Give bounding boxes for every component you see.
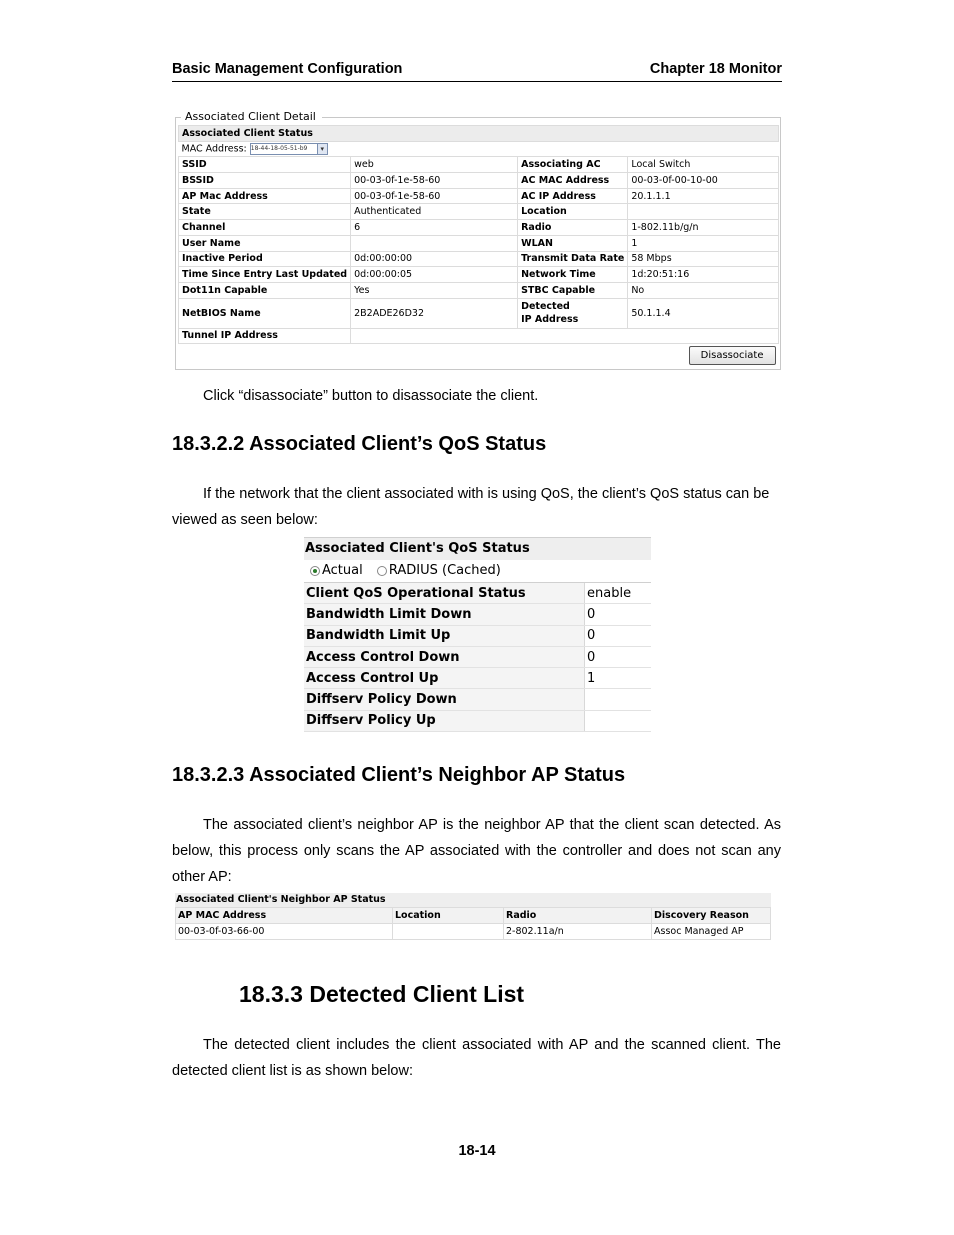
radius-cached-radio-label: RADIUS (Cached) <box>388 563 501 578</box>
heading-detected-client-list: 18.3.3 Detected Client List <box>239 981 525 1007</box>
table-cell: 00-03-0f-03-66-00 <box>176 924 393 940</box>
heading-neighbor-ap: 18.3.2.3 Associated Client’s Neighbor AP Status <box>172 764 626 786</box>
detail-value: Authenticated <box>351 204 518 220</box>
actual-radio-label: Actual <box>322 563 363 578</box>
detail-key: Associating AC <box>518 157 628 173</box>
qos-value: enable <box>585 583 652 604</box>
table-cell <box>393 924 504 940</box>
qos-value <box>585 710 652 731</box>
table-row <box>176 924 771 940</box>
qos-key: Diffserv Policy Up <box>304 710 585 731</box>
detail-row <box>179 328 779 344</box>
radius-cached-radio[interactable] <box>377 566 387 576</box>
detail-value: 0d:00:00:00 <box>351 251 518 267</box>
qos-key: Diffserv Policy Down <box>304 689 585 710</box>
detail-value <box>351 235 518 251</box>
neighbor-header-row <box>176 908 771 924</box>
detail-row <box>179 220 779 236</box>
qos-key: Access Control Down <box>304 646 585 667</box>
detail-table <box>178 125 779 366</box>
detail-key: User Name <box>179 235 351 251</box>
detail-key: AP Mac Address <box>179 188 351 204</box>
table-cell: 2-802.11a/n <box>504 924 652 940</box>
detail-row <box>179 235 779 251</box>
neighbor-ap-panel <box>175 893 771 940</box>
qos-row <box>304 668 651 689</box>
qos-value <box>585 689 652 710</box>
qos-key: Client QoS Operational Status <box>304 583 585 604</box>
qos-row <box>304 625 651 646</box>
column-header: Radio <box>504 908 652 924</box>
detail-key: Inactive Period <box>179 251 351 267</box>
detail-key: Detected IP Address <box>518 298 628 328</box>
detail-key: Time Since Entry Last Updated <box>179 267 351 283</box>
para-detected: The detected client includes the client associated with AP and the scanned client. The detected client list is as shown below: <box>172 1037 781 1079</box>
detail-value: Yes <box>351 282 518 298</box>
detail-row <box>179 157 779 173</box>
header-rule <box>172 81 782 82</box>
column-header: AP MAC Address <box>176 908 393 924</box>
detail-value: 1d:20:51:16 <box>628 267 779 283</box>
qos-value: 0 <box>585 625 652 646</box>
detail-value: 00-03-0f-1e-58-60 <box>351 173 518 189</box>
qos-row <box>304 689 651 710</box>
qos-row <box>304 646 651 667</box>
header-left: Basic Management Configuration <box>172 61 403 77</box>
heading-qos-status: 18.3.2.2 Associated Client’s QoS Status <box>172 433 547 455</box>
detail-value: 2B2ADE26D32 <box>351 298 518 328</box>
detail-key: AC IP Address <box>518 188 628 204</box>
detail-row <box>179 251 779 267</box>
detail-row <box>179 173 779 189</box>
detail-key: Dot11n Capable <box>179 282 351 298</box>
detail-legend: Associated Client Detail <box>185 110 316 123</box>
detail-value: web <box>351 157 518 173</box>
page-number: 18-14 <box>458 1143 496 1159</box>
detail-value: 1-802.11b/g/n <box>628 220 779 236</box>
detail-row <box>179 298 779 328</box>
detail-value <box>351 328 779 344</box>
detail-key: Channel <box>179 220 351 236</box>
detail-row <box>179 267 779 283</box>
header-right: Chapter 18 Monitor <box>649 61 782 77</box>
table-cell: Assoc Managed AP <box>652 924 771 940</box>
column-header: Discovery Reason <box>652 908 771 924</box>
column-header: Location <box>393 908 504 924</box>
associated-client-detail-panel <box>175 110 781 370</box>
detail-key: WLAN <box>518 235 628 251</box>
neighbor-panel-title: Associated Client's Neighbor AP Status <box>175 893 771 907</box>
detail-value: 0d:00:00:05 <box>351 267 518 283</box>
detail-key: State <box>179 204 351 220</box>
qos-table <box>304 583 651 732</box>
detail-value: 00-03-0f-00-10-00 <box>628 173 779 189</box>
detail-key: SSID <box>179 157 351 173</box>
qos-value: 0 <box>585 646 652 667</box>
detail-key: AC MAC Address <box>518 173 628 189</box>
detail-key: NetBIOS Name <box>179 298 351 328</box>
detail-value: 20.1.1.1 <box>628 188 779 204</box>
neighbor-table <box>175 907 771 940</box>
para-neighbor: The associated client’s neighbor AP is the neighbor AP that the client scan detected. As below, this process only scans the AP associated with the controller and does not scan any other AP: <box>172 817 781 885</box>
detail-key: Tunnel IP Address <box>179 328 351 344</box>
detail-key: Location <box>518 204 628 220</box>
detail-row <box>179 282 779 298</box>
detail-band-title: Associated Client Status <box>179 126 779 142</box>
qos-row <box>304 710 651 731</box>
detail-row <box>179 188 779 204</box>
detail-value: 6 <box>351 220 518 236</box>
detail-key: Transmit Data Rate <box>518 251 628 267</box>
detail-value: 00-03-0f-1e-58-60 <box>351 188 518 204</box>
disassociate-button[interactable]: Disassociate <box>689 346 776 365</box>
qos-row <box>304 583 651 604</box>
detail-value <box>628 204 779 220</box>
qos-source-radios <box>304 560 651 583</box>
mac-address-value: 18-44-18-05-51-b9 <box>250 145 308 153</box>
detail-value: 58 Mbps <box>628 251 779 267</box>
detail-key: Radio <box>518 220 628 236</box>
detail-value: 1 <box>628 235 779 251</box>
detail-key: STBC Capable <box>518 282 628 298</box>
qos-value: 0 <box>585 604 652 625</box>
detail-key: BSSID <box>179 173 351 189</box>
detail-key: Network Time <box>518 267 628 283</box>
detail-row <box>179 204 779 220</box>
qos-panel-title: Associated Client's QoS Status <box>304 537 651 560</box>
detail-value: Local Switch <box>628 157 779 173</box>
qos-key: Bandwidth Limit Up <box>304 625 585 646</box>
qos-value: 1 <box>585 668 652 689</box>
para-disassociate: Click “disassociate” button to disassociate the client. <box>203 388 539 404</box>
qos-row <box>304 604 651 625</box>
qos-key: Access Control Up <box>304 668 585 689</box>
qos-key: Bandwidth Limit Down <box>304 604 585 625</box>
mac-address-label: MAC Address: <box>181 143 247 155</box>
qos-status-panel <box>304 537 651 732</box>
actual-radio[interactable] <box>310 566 320 576</box>
chevron-down-icon[interactable]: ▾ <box>317 144 327 154</box>
detail-value: 50.1.1.4 <box>628 298 779 328</box>
para-qos: If the network that the client associated with is using QoS, the client’s QoS status can be viewed as seen below: <box>172 486 770 528</box>
detail-value: No <box>628 282 779 298</box>
mac-address-select[interactable] <box>250 143 328 155</box>
